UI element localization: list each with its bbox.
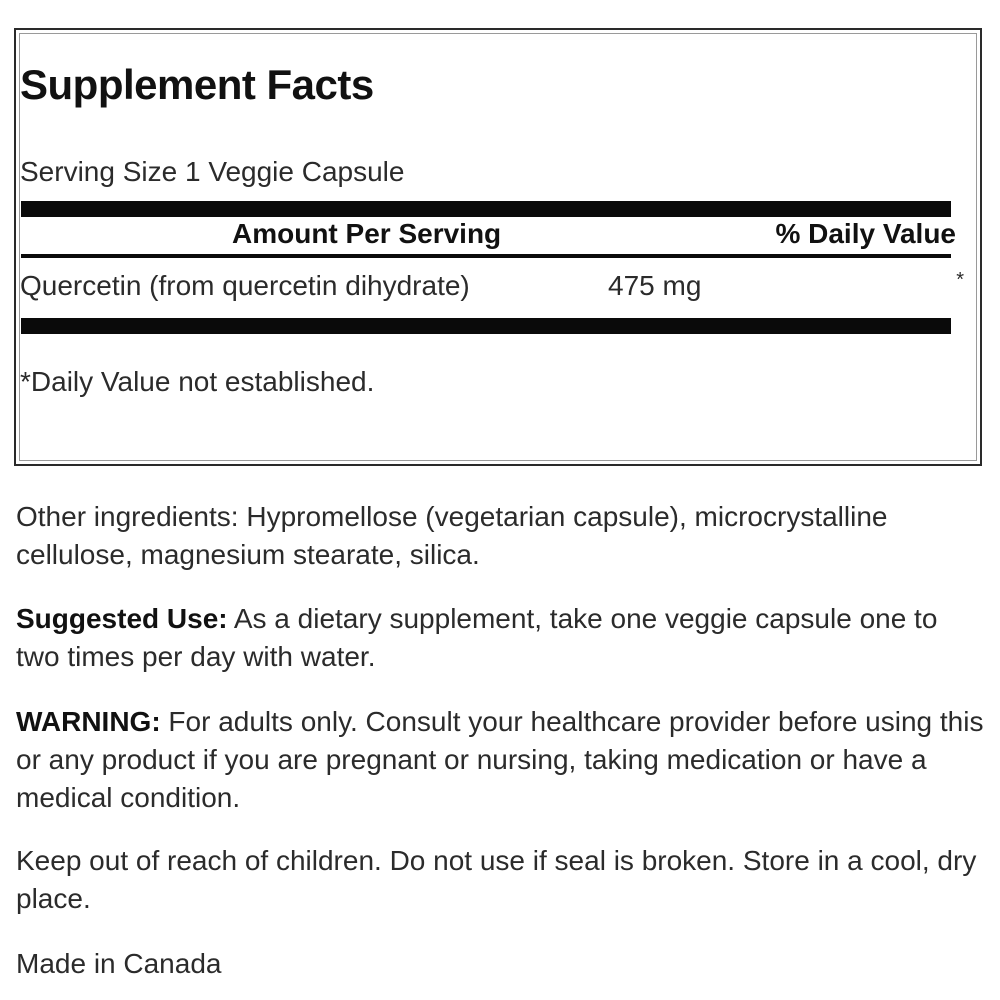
suggested-use: [16, 600, 986, 676]
ingredient-amount: 475 mg: [608, 270, 702, 301]
daily-value-header: % Daily Value: [775, 218, 956, 249]
warning-label: WARNING:: [16, 706, 161, 737]
suggested-use-label: Suggested Use:: [16, 603, 228, 634]
divider-thick-bottom: [21, 318, 951, 334]
warning: [16, 703, 986, 817]
storage-instructions: Keep out of reach of children. Do not use if seal is broken. Store in a cool, dry place.: [16, 845, 977, 914]
divider-thick-top: [21, 201, 951, 217]
ingredient-daily-value: *: [956, 269, 964, 291]
serving-size: Serving Size 1 Veggie Capsule: [20, 156, 405, 187]
warning-text: For adults only. Consult your healthcare provider before using this or any product if you are pregnant or nursing, taking medication or have a medical condition.: [16, 706, 984, 813]
amount-per-serving-header: Amount Per Serving: [232, 218, 502, 249]
divider-thin: [21, 254, 951, 258]
suggested-use-text: As a dietary supplement, take one veggie capsule one to two times per day with water.: [16, 603, 938, 672]
facts-title: Supplement Facts: [20, 61, 374, 108]
other-ingredients: Other ingredients: Hypromellose (vegetarian capsule), microcrystalline cellulose, magnesium stearate, silica.: [16, 501, 888, 570]
ingredient-name: Quercetin (from quercetin dihydrate): [20, 270, 470, 301]
daily-value-footnote: *Daily Value not established.: [20, 366, 375, 397]
country-of-origin: Made in Canada: [16, 948, 222, 979]
